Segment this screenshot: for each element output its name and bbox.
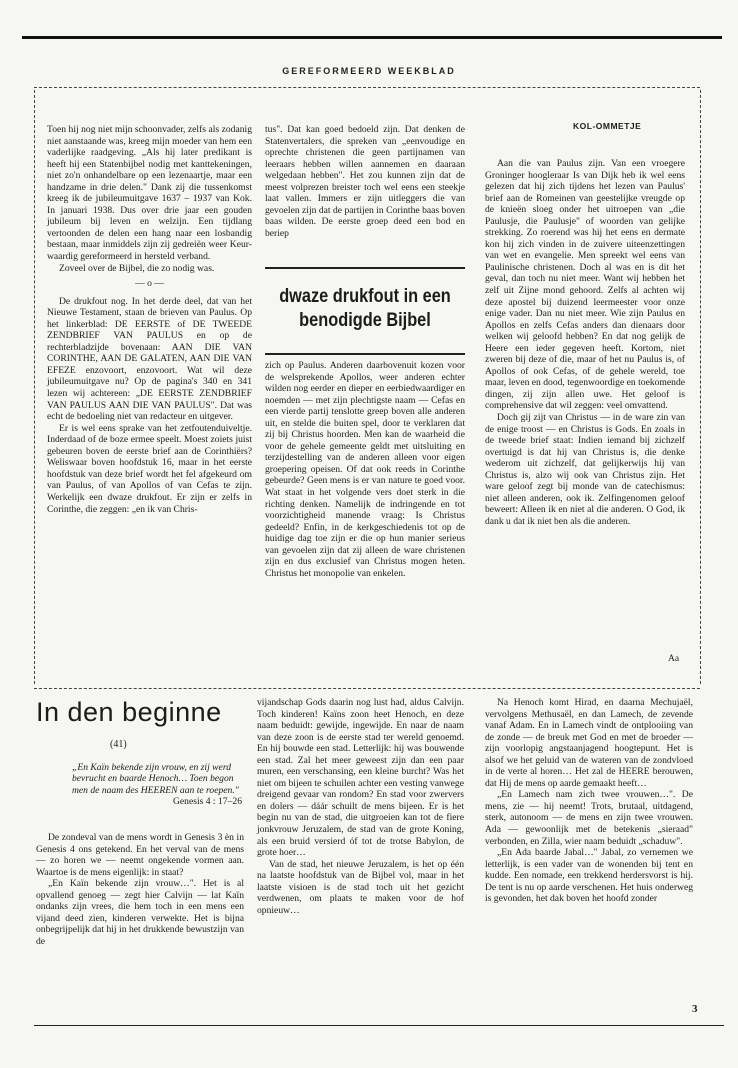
- column-kicker: KOL-OMMETJE: [573, 121, 642, 131]
- article2-epigraph: [72, 762, 242, 807]
- box-left-border: [34, 90, 35, 684]
- article1-column-2-top: [265, 124, 465, 239]
- article1-column-1: [47, 124, 252, 515]
- paragraph: Na Henoch komt Hirad, en daarna Mechujaël, vervolgens Methusaël, en dan Lamech, de zevende vanaf Adam. En in Lamech vindt de ontplooiing van de zonde — de breuk met God en met de broeder — zijn voorlopig angstaanjagend hoogtepunt. Het is alsof we het geluid van de wateren van de zondvloed in de verte al horen… Het zal de HEERE berouwen, dat Hij de mens op aarde gemaakt heeft…: [485, 697, 693, 789]
- paragraph: tus". Dat kan goed bedoeld zijn. Dat denken de Statenvertalers, die spreken van „eenvoudige en oprechte christenen die geen partijnamen van leeraars hebben willen aannemen en daaraan welgedaan hebben". Het zou kunnen zijn dat de meest volprezen breister toch wel eens een steekje laat vallen. Immers er zijn uitleggers die van gevoelen zijn dat de partijen in Corinthe baas boven baas wilden. De eerste groep deed een bod en beriep: [265, 124, 465, 239]
- article2-column-1: [36, 832, 244, 947]
- paragraph: Er is wel eens sprake van het zetfoutenduiveltje. Inderdaad of de boze ermee speelt. Moest zoiets juist gebeuren boven de eerste brief aan de Corinthiërs? Weliswaar boven hoofdstuk 16, maar in het eerste hoofdstuk van deze brief wordt het fel afgekeurd om van Paulus, of van Apollos of van Cefas te zijn. Werkelijk een dwaze drukfout. Er zijn er zelfs in Corinthe, die zeggen: „en ik van Chris-: [47, 422, 252, 515]
- article2-number: (41): [110, 739, 127, 750]
- paragraph: Toen hij nog niet mijn schoonvader, zelfs als zodanig niet aanstaande was, kreeg mijn moeder van hem een vaderlijke raadgeving. „Als hij later predikant is heeft hij een Statenbijbel nodig met kanttekeningen, niet zo'n onhandelbare op een lezenaartje, maar een handzame in drie delen." Dank zij die tussenkomst kreeg ik de jubileumuitgave 1637 – 1937 van Kok. In januari 1938. Dus over drie jaar een gouden jubileum bij leven en welzijn. Een tijdlang vertoonden de delen een hang naar een losbandig bestaan, maar inmiddels zijn zij gedreiën weer Keur-waardig gereformeerd in hersteld verband.: [47, 124, 252, 263]
- headline-line: dwaze drukfout in een: [279, 286, 451, 307]
- paragraph: Aan die van Paulus zijn. Van een vroegere Groninger hoogleraar Is van Dijk heb ik wel eens gelezen dat hij zich tijdens het lezen van Paulus' brief aan de Romeinen van geestelijke vreugde op de knieën sloeg onder het uitroepen van „die Paulusje, die Paulusje" of woorden van gelijke strekking. Zo roerend was hij het eens en dermate kon hij zich vinden in de zuivere uiteenzettingen van wet en evangelie. Men spreekt wel eens van Paulinische christenen. Doch al was en is dit het geval, dan toch nu niet meer. Want wij hebben het zelf uit Zijne mond gehoord. Zelfs al achten wij deze apostel bij duizend leermeester voor onze enige vader. Dan nu niet meer. Wie zijn Paulus en Apollos en zelfs Cefas anders dan dienaars door welken wij geloofd hebben? En dat nog gelijk de Heere een ieder gegeven heeft. Kortom, niet zweren bij deze of die, maar of het nu Paulus is, of Apollos of ook Cefas, of de gehele wereld, toe maar, leven en dood, tegenwoordige en toekomende dingen, zij zijn allen uwe. Het geloof is comprehensive dat wil zeggen: veel omvattend.: [485, 158, 685, 412]
- article2-title: In den beginne: [36, 697, 222, 727]
- epigraph-reference: Genesis 4 : 17–26: [172, 795, 242, 807]
- box-right-border: [700, 90, 701, 684]
- article1-column-3: [485, 158, 685, 528]
- paragraph: De drukfout nog. In het derde deel, dat van het Nieuwe Testament, staan de brieven van Paulus. Op het linkerblad: DE EERSTE of DE TWEEDE ZENDBRIEF VAN PAULUS en op de rechterbladzijde bovenaan: AAN DIE VAN CORINTHE, AAN DE GALATEN, AAN DIE VAN EFEZE enzovoort, enzovoort. Wat wil deze jubileumuitgave nu? Op de pagina's 340 en 341 lezen wij achtereen: „DE EERSTE ZENDBRIEF VAN PAULUS AAN DIE VAN PAULUS". Dat was echt de bedoeling niet van redacteur en uitgever.: [47, 295, 252, 423]
- paragraph: Zoveel over de Bijbel, die zo nodig was.: [59, 262, 215, 274]
- article2-column-2: [257, 697, 464, 916]
- paragraph: „En Kaïn bekende zijn vrouw…". Het is al opvallend genoeg — zegt hier Calvijn — lat Kaïn ondanks zijn vrees, die hem toch in een mens een vijand deed zien, kinderen verwekte. Het is bijna onbegrijpelijk dat hij in het drukkende bewustzijn van de: [36, 878, 244, 947]
- section-separator: — o —: [135, 278, 164, 290]
- article1-headline: [279, 285, 451, 333]
- paragraph: „En Ada baarde Jabal…" Jabal, zo vernemen we letterlijk, is een vader van de wonenden bij tent en kudde. Een nomade, een trekkend herdersvorst is hij. De tent is nu op aarde verschenen. Het huis onderweg is gevonden, het dak boven het hoofd zonder: [485, 847, 693, 905]
- article2-column-3: [485, 697, 693, 905]
- bottom-rule: [34, 1025, 724, 1026]
- masthead: GEREFORMEERD WEEKBLAD: [282, 66, 456, 76]
- paragraph: „En Lamech nam zich twee vrouwen…". De mens, zie — hij neemt! Trots, brutaal, uitdagend, sterk, autonoom — de mens en zijn twee vrouwen. Ada — gewoonlijk met de betekenis „sieraad" verbonden, en Zilla, wier naam beduidt „schaduw".: [485, 789, 693, 847]
- author-signature: Aa: [668, 653, 680, 664]
- paragraph: Van de stad, het nieuwe Jeruzalem, is het op één na laatste hoofdstuk van de Bijbel vol, maar in het laatste visioen is de stad toch uit het gezicht verdwenen, om plaats te maken voor de hof opnieuw…: [257, 858, 464, 916]
- paragraph: zich op Paulus. Anderen daarbovenuit kozen voor de welsprekende Apollos, weer anderen echter wilden nog eerder en dieper en eerbiedwaardiger en noemden — met zijn plechtigste naam — Cefas en een vierde partij tenslotte greep boven alle anderen uit, en stelde die buiten spel, door te verklaren dat zij bij Christus hoorden. Men kan de waarheid die voor de gehele gemeente geldt met uitsluiting en terzijdestelling van de anderen alleen voor eigen groepering opeisen. Of dat ook reeds in Corinthe gebeurde? Geen mens is er van nature te goed voor. Wat staat in het volgende vers doet sterk in die richting denken. Namelijk de indringende en tot voorzichtigheid manende vraag: Is Christus gedeeld? Enfin, in de kerkgeschiedenis tot op de huidige dag toe zijn er die op hun manier serieus van gevoelen zijn dat zij alleen de ware christenen zijn en dus exclusief van Christus mogen heten. Christus het monopolie van enkelen.: [265, 360, 465, 579]
- article1-column-2-bottom: [265, 360, 465, 579]
- paragraph: vijandschap Gods daarin nog lust had, aldus Calvijn. Toch kinderen! Kaïns zoon heet Henoch, en deze naam beduidt: gewijde, ingewijde. En naar de naam van deze zoon is de eerste stad ter wereld genoemd. En hij bouwde een stad. Letterlijk: hij was bouwende een stad. Zal het meer geweest zijn dan een paar muren, een verschansing, een kleine burcht? Was het niet om bijeen te schuilen achter een vesting vanwege dreigend gevaar van rondom? En stad voor zwervers en dolers — dáár schuilt de mens bijeen. Er is het begin nu van de stad, die uitgroeien kan tot de fiere jonkvrouw Jeruzalem, de stad van de grote Koning, als een bruid versierd óf tot de trotse Babylon, de grote hoer…: [257, 697, 464, 859]
- top-rule: [22, 36, 722, 39]
- paragraph: Doch gij zijt van Christus — in de ware zin van de enige troost — en Christus is Gods. En zoals in de tweede brief staat: Indien iemand bij zichzelf overtuigd is dat hij van Christus is, die denke wederom uit zichzelf, dat gelijkerwijs hij van Christus is, alzo wij ook van Christus zijn. Het ware geloof zegt bij monde van de catechismus: niet alleen anderen, ook ik. Zelfingenomen geloof beweert: Alleen ik en niet al die anderen. O God, ik dank u dat ik niet ben als die anderen.: [485, 412, 685, 527]
- page-number: 3: [692, 1003, 698, 1015]
- paragraph: De zondeval van de mens wordt in Genesis 3 èn in Genesis 4 ons getekend. En het verval van de mens — zo horen we — neemt ongekende vormen aan. Waartoe is de mens eigenlijk: in staat?: [36, 832, 244, 878]
- headline-line: benodigde Bijbel: [299, 310, 431, 331]
- epigraph-text: „En Kaïn bekende zijn vrouw, en zij werd bevrucht en baarde Henoch… Toen begon men de naam des HEEREN aan te roepen.": [72, 762, 239, 796]
